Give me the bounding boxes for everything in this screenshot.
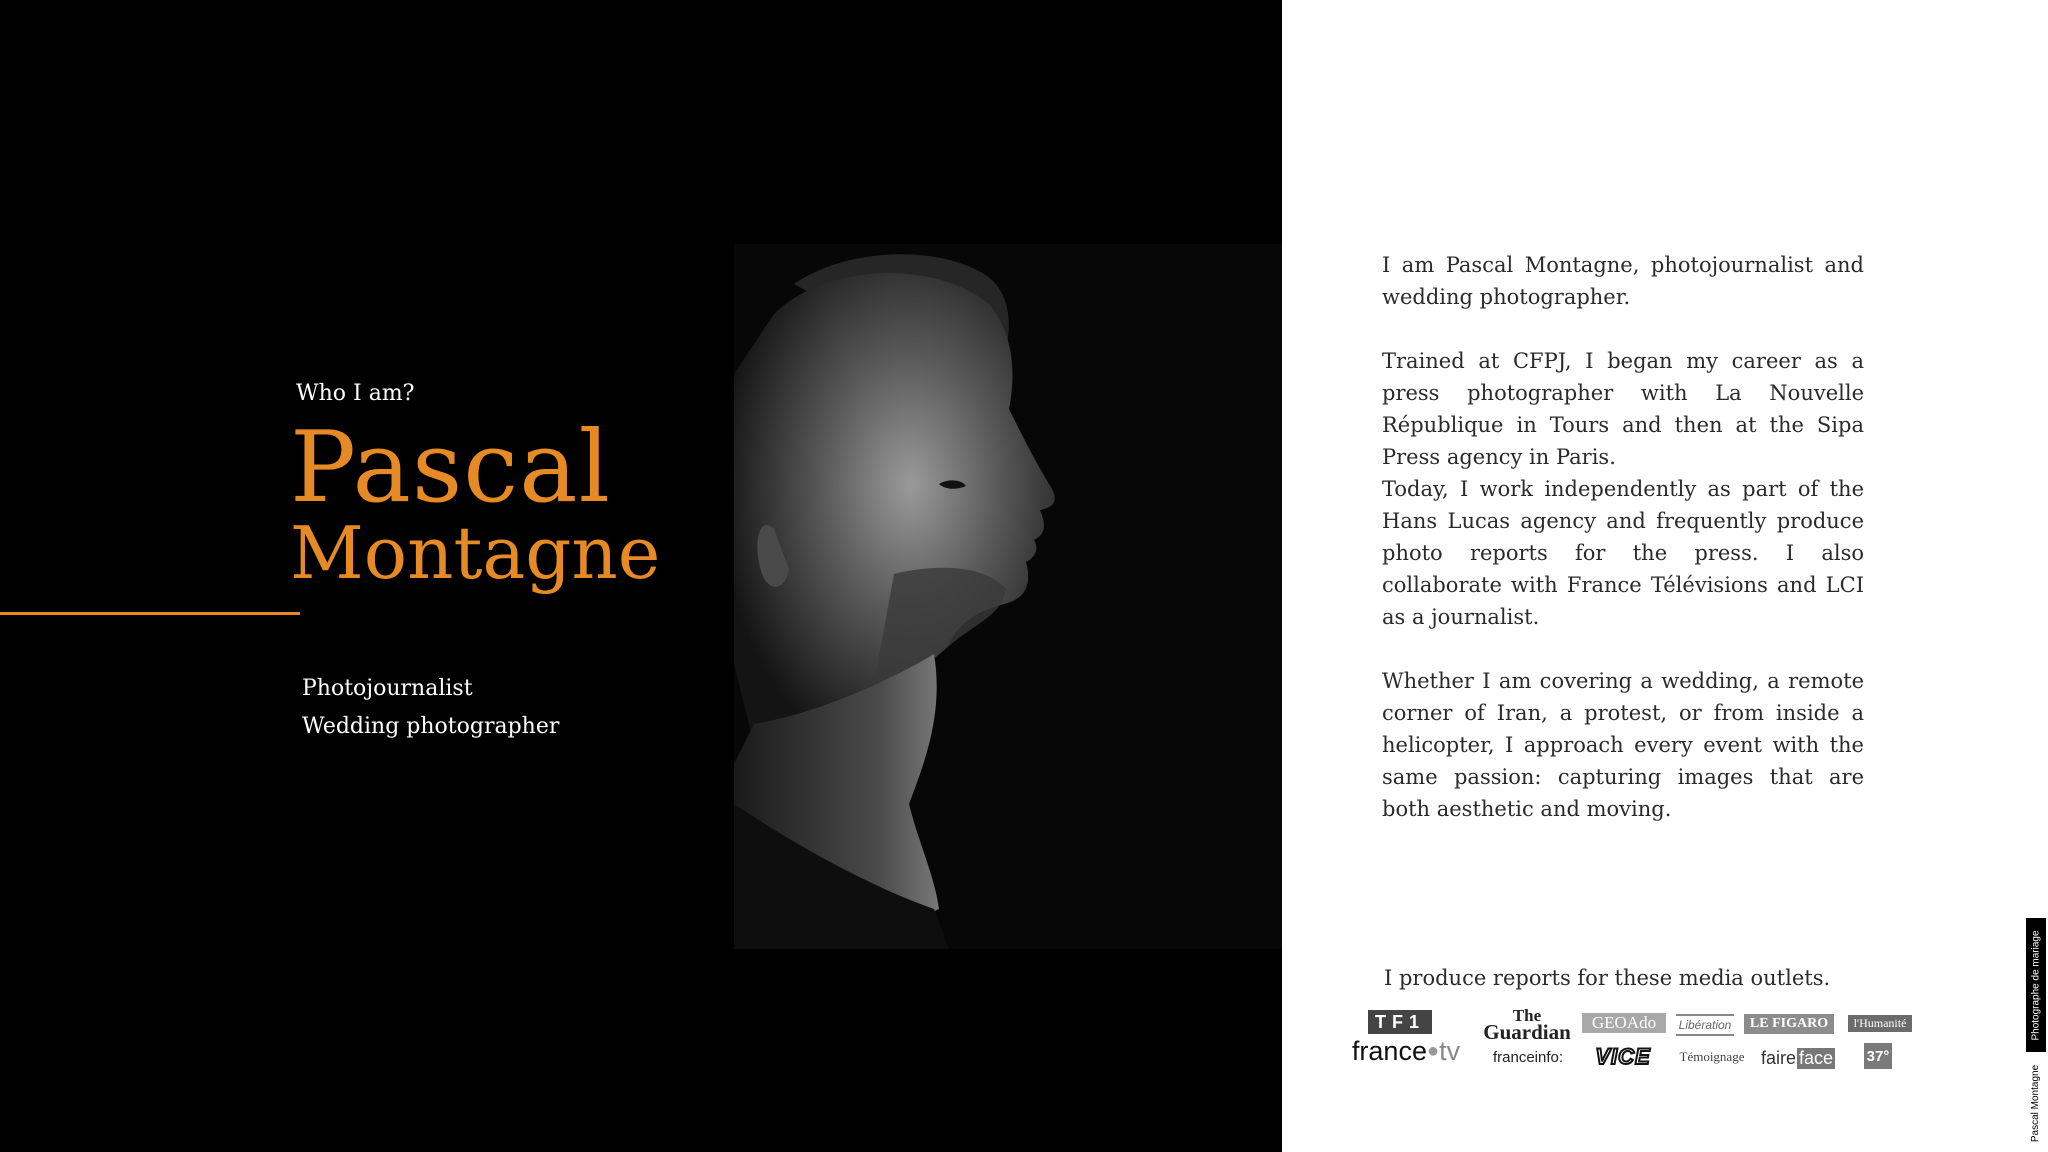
logo-liberation-text: Libération <box>1678 1018 1732 1032</box>
logo-temoignage <box>1674 1046 1750 1068</box>
bio-paragraph-intro: I am Pascal Montagne, photojournalist and wedding photographer. <box>1382 253 1864 309</box>
logo-lhumanite <box>1848 1015 1912 1032</box>
role-photojournalist: Photojournalist <box>302 676 473 701</box>
bio-paragraph-today: Today, I work independently as part of the Hans Lucas agency and frequently produce photo reports for the press. I also collaborate with France Télévisions and LCI as a journalist. <box>1382 477 1864 629</box>
logo-humanite-text: l'Humanité <box>1853 1016 1907 1030</box>
media-outlets-heading: I produce reports for these media outlets. <box>1384 966 1831 990</box>
first-name-heading: Pascal <box>290 411 611 525</box>
side-tab-wedding-photographer <box>2026 918 2046 1052</box>
logo-face-text: face <box>1798 1047 1834 1068</box>
logo-tf1-text: TF1 <box>1374 1011 1425 1032</box>
logo-liberation <box>1676 1014 1734 1036</box>
logo-france-tv <box>1336 1036 1476 1066</box>
logo-figaro-text: LE FIGARO <box>1749 1016 1829 1031</box>
logo-faire-text: faire <box>1760 1047 1796 1068</box>
logo-france-tv-suffix: tv <box>1439 1036 1461 1066</box>
side-name-label <box>2026 1060 2046 1146</box>
logo-geoado <box>1582 1013 1666 1033</box>
logo-the-guardian <box>1480 1004 1574 1044</box>
last-name-heading: Montagne <box>290 511 661 595</box>
logo-france-tv-dot: ● <box>1426 1039 1440 1062</box>
logo-guardian-bottom: Guardian <box>1483 1020 1571 1044</box>
logo-guardian-top: The <box>1512 1006 1542 1025</box>
bio-paragraph-training: Trained at CFPJ, I began my career as a press photographer with La Nouvelle République in Tours and then at the Sipa Press agency in Paris. <box>1382 349 1864 469</box>
logo-vice <box>1588 1044 1658 1070</box>
logo-temoignage-text: Témoignage <box>1679 1049 1745 1064</box>
logo-37-text: 37° <box>1866 1047 1890 1065</box>
bio-paragraph-passion: Whether I am covering a wedding, a remote corner of Iran, a protest, or from inside a helicopter, I approach every event with the same passion: capturing images that are both aesthetic and moving. <box>1382 669 1864 821</box>
logo-france-tv-word: france <box>1351 1036 1427 1066</box>
role-wedding-photographer: Wedding photographer <box>302 714 560 739</box>
portrait-photo <box>734 244 1282 949</box>
logo-vice-text: VICE <box>1595 1044 1651 1069</box>
logo-geoado-text: GEOAdo <box>1591 1013 1657 1032</box>
biography-text <box>1382 249 1864 825</box>
logo-faire-face <box>1756 1046 1840 1070</box>
logo-franceinfo-text: franceinfo: <box>1492 1048 1564 1066</box>
logo-le-figaro <box>1744 1014 1834 1034</box>
side-tab-label: Photographe de mariage <box>2030 929 2042 1041</box>
logo-franceinfo <box>1484 1046 1572 1068</box>
logo-37-degres <box>1864 1043 1892 1069</box>
logo-tf1 <box>1368 1010 1432 1034</box>
side-name-text: Pascal Montagne <box>2030 1064 2042 1142</box>
accent-divider <box>0 612 300 615</box>
eyebrow-label: Who I am? <box>296 381 415 406</box>
